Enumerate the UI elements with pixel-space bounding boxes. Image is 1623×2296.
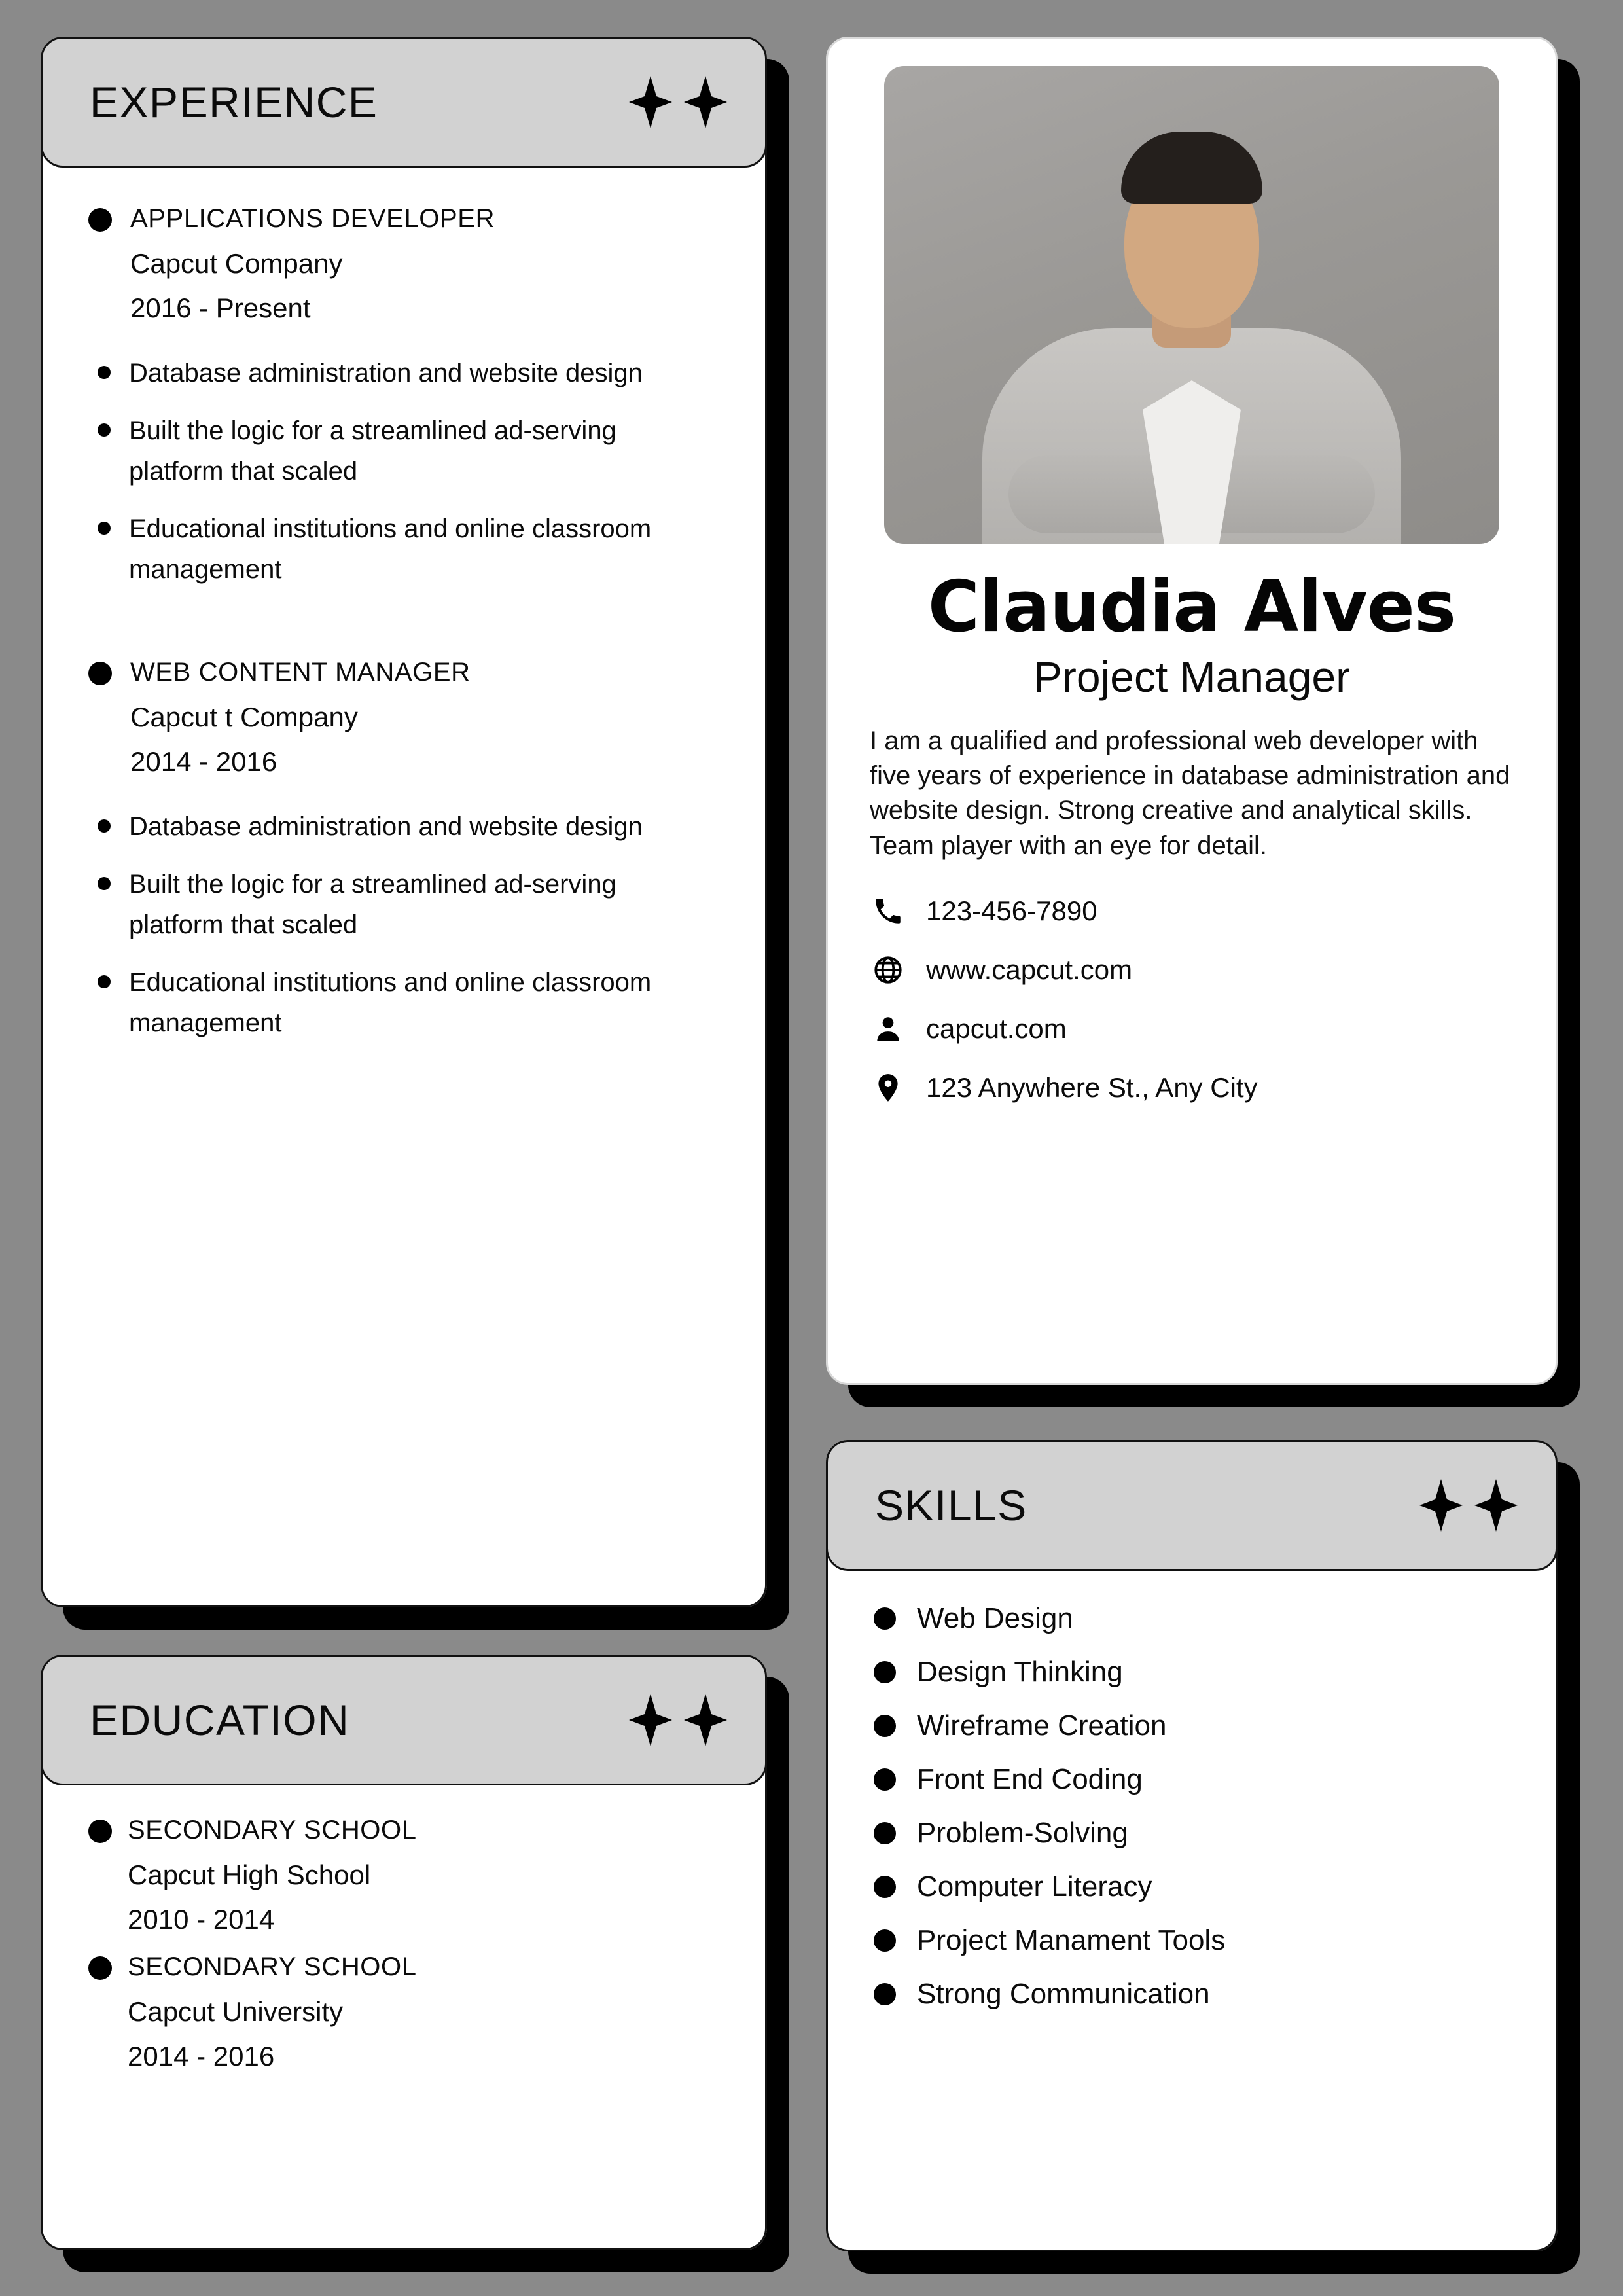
contact-username-value: capcut.com <box>926 1013 1067 1044</box>
globe-icon <box>870 954 906 986</box>
experience-item-head <box>88 204 719 234</box>
education-item-head <box>88 1952 719 1982</box>
list-item <box>874 1924 1510 1957</box>
experience-body <box>41 141 767 1607</box>
education-body <box>41 1759 767 2250</box>
sparkle-icon <box>629 1694 672 1746</box>
bullet-dot-icon <box>88 662 112 685</box>
education-item <box>88 1952 719 2072</box>
profile-summary: I am a qualified and professional web developer with five years of experience in database administration and website design. Strong creative and analytical skills. Team player with an eye for detail. <box>870 726 1510 860</box>
contact-website[interactable] <box>870 954 1528 986</box>
education-dates: 2010 - 2014 <box>128 1904 275 1935</box>
skill-label: Computer Literacy <box>917 1871 1152 1903</box>
skill-label: Web Design <box>917 1602 1073 1634</box>
experience-bullets <box>98 806 719 1043</box>
bullet-dot-icon <box>874 1715 896 1737</box>
sparkle-group <box>629 76 727 128</box>
photo-hair <box>1121 132 1262 204</box>
experience-bullet-text: Database administration and website design <box>129 812 643 841</box>
bullet-dot-icon <box>98 975 111 988</box>
experience-item-head <box>88 658 719 687</box>
bullet-dot-icon <box>874 1768 896 1791</box>
experience-bullet-text: Built the logic for a streamlined ad-serving platform that scaled <box>129 416 616 486</box>
experience-header <box>41 37 767 168</box>
list-item <box>98 509 719 590</box>
bullet-dot-icon <box>874 1876 896 1898</box>
experience-heading: EXPERIENCE <box>90 78 378 126</box>
bullet-dot-icon <box>874 1983 896 2005</box>
education-school: Capcut High School <box>128 1859 371 1890</box>
bullet-dot-icon <box>98 819 111 833</box>
experience-company: Capcut t Company <box>130 702 358 732</box>
contact-list <box>870 895 1528 1104</box>
experience-item <box>88 204 719 590</box>
list-item <box>874 1710 1510 1742</box>
education-title: SECONDARY SCHOOL <box>128 1816 417 1844</box>
bullet-dot-icon <box>874 1822 896 1844</box>
sparkle-icon <box>684 1694 727 1746</box>
education-header <box>41 1655 767 1785</box>
skill-label: Strong Communication <box>917 1978 1210 2010</box>
sparkle-icon <box>684 76 727 128</box>
bullet-dot-icon <box>88 1956 112 1980</box>
contact-phone[interactable] <box>870 895 1528 927</box>
experience-bullet-text: Educational institutions and online classroom management <box>129 968 652 1037</box>
page-title: Claudia Alves <box>927 566 1456 648</box>
profile-card <box>826 37 1558 1385</box>
experience-item <box>88 658 719 1043</box>
experience-role: APPLICATIONS DEVELOPER <box>130 204 495 233</box>
experience-dates: 2016 - Present <box>130 293 311 323</box>
contact-address[interactable] <box>870 1071 1528 1104</box>
experience-bullet-text: Built the logic for a streamlined ad-serving platform that scaled <box>129 870 616 939</box>
bullet-dot-icon <box>874 1661 896 1683</box>
list-item <box>874 1602 1510 1635</box>
bullet-dot-icon <box>88 1820 112 1843</box>
list-item <box>874 1763 1510 1796</box>
contact-address-value: 123 Anywhere St., Any City <box>926 1071 1258 1103</box>
spacer <box>88 607 719 658</box>
sparkle-group <box>1419 1479 1518 1532</box>
profile-photo <box>884 66 1499 544</box>
sparkle-group <box>629 1694 727 1746</box>
experience-bullet-text: Educational institutions and online classroom management <box>129 514 652 584</box>
list-item <box>98 864 719 945</box>
list-item <box>98 410 719 492</box>
bullet-dot-icon <box>98 366 111 379</box>
list-item <box>98 806 719 847</box>
list-item <box>874 1978 1510 2011</box>
experience-role: WEB CONTENT MANAGER <box>130 658 471 687</box>
bullet-dot-icon <box>874 1607 896 1630</box>
profile-role: Project Manager <box>1033 653 1351 701</box>
contact-username[interactable] <box>870 1013 1528 1045</box>
skill-label: Wireframe Creation <box>917 1710 1167 1742</box>
location-pin-icon <box>870 1071 906 1104</box>
education-heading: EDUCATION <box>90 1696 350 1744</box>
education-item <box>88 1816 719 1935</box>
skills-body <box>826 1545 1558 2251</box>
skill-label: Problem-Solving <box>917 1817 1128 1849</box>
experience-card <box>41 37 767 1607</box>
contact-phone-value: 123-456-7890 <box>926 895 1097 926</box>
sparkle-icon <box>1474 1479 1518 1532</box>
experience-dates: 2014 - 2016 <box>130 746 277 777</box>
bullet-dot-icon <box>98 423 111 437</box>
experience-bullets <box>98 353 719 590</box>
education-dates: 2014 - 2016 <box>128 2041 275 2072</box>
skill-label: Front End Coding <box>917 1763 1143 1795</box>
skill-label: Design Thinking <box>917 1656 1123 1688</box>
education-item-head <box>88 1816 719 1845</box>
list-item <box>874 1871 1510 1903</box>
bullet-dot-icon <box>88 208 112 232</box>
education-card <box>41 1655 767 2250</box>
skills-heading: SKILLS <box>875 1481 1027 1530</box>
bullet-dot-icon <box>98 877 111 890</box>
bullet-dot-icon <box>874 1929 896 1952</box>
list-item <box>874 1656 1510 1689</box>
bullet-dot-icon <box>98 522 111 535</box>
skills-card <box>826 1440 1558 2251</box>
sparkle-icon <box>629 76 672 128</box>
person-icon <box>870 1013 906 1045</box>
phone-icon <box>870 895 906 927</box>
skill-label: Project Manament Tools <box>917 1924 1226 1956</box>
list-item <box>98 353 719 393</box>
experience-bullet-text: Database administration and website design <box>129 359 643 387</box>
education-school: Capcut University <box>128 1996 344 2027</box>
education-title: SECONDARY SCHOOL <box>128 1952 417 1981</box>
contact-website-value: www.capcut.com <box>926 954 1133 985</box>
experience-company: Capcut Company <box>130 248 343 279</box>
list-item <box>98 962 719 1043</box>
sparkle-icon <box>1419 1479 1463 1532</box>
list-item <box>874 1817 1510 1850</box>
skills-header <box>826 1440 1558 1571</box>
